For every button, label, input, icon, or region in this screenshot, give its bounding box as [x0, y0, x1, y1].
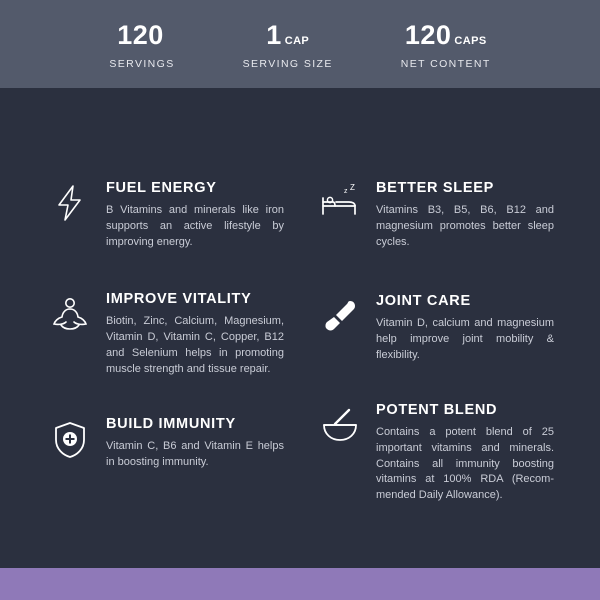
features-area — [0, 88, 600, 600]
feature-potent-blend-title: POTENT BLEND — [376, 401, 498, 418]
stat-serving-size-label: SERVING SIZE — [242, 58, 333, 70]
feature-potent-blend — [318, 402, 554, 505]
feature-improve-vitality-title: IMPROVE VITALITY — [106, 290, 252, 307]
stat-net-content-label: NET CONTENT — [400, 58, 491, 70]
feature-fuel-energy-title: FUEL ENERGY — [106, 180, 217, 196]
feature-fuel-energy-body: B Vitamins and minerals like iron supports an active lifestyle by improving energy. — [106, 204, 284, 248]
feature-improve-vitality-text — [106, 291, 284, 378]
stat-servings-label: SERVINGS — [109, 58, 175, 70]
feature-fuel-energy — [48, 180, 284, 251]
feature-potent-blend-text — [376, 402, 554, 505]
feature-better-sleep-title: BETTER SLEEP — [376, 180, 494, 196]
stat-serving-size — [209, 22, 367, 70]
stat-serving-size-unit: CAP — [284, 35, 310, 47]
feature-build-immunity-body: Vitamin C, B6 and Vitamin E helps in boosting immunity. — [106, 439, 284, 468]
stat-net-content-number: 120 — [404, 20, 452, 50]
feature-joint-care — [318, 293, 554, 364]
svg-text:Z: Z — [350, 184, 355, 192]
shield-plus-icon — [48, 416, 92, 464]
bone-joint-icon — [318, 293, 362, 341]
feature-build-immunity-text — [106, 416, 284, 471]
feature-improve-vitality-body: Biotin, Zinc, Calcium, Magnesium, Vitamin D, Vitamin C, Copper, B12 and Selenium helps in promoting muscle strength and tissue repair. — [106, 314, 284, 375]
stat-serving-size-number: 1 — [266, 20, 282, 50]
feature-improve-vitality — [48, 291, 284, 378]
bed-sleep-icon — [318, 180, 362, 228]
meditation-person-icon — [48, 291, 92, 339]
mortar-pestle-icon — [318, 402, 362, 450]
feature-potent-blend-body: Contains a potent blend of 25 important vitamins and minerals. Contains all immunity boosting vitamins at 100% RDA (Recom-mended Daily Allowance). — [376, 425, 554, 502]
stat-net-content-value-row — [401, 22, 491, 49]
feature-better-sleep-body: Vitamins B3, B5, B6, B12 and magnesium promotes better sleep cycles. — [376, 204, 554, 248]
feature-better-sleep — [318, 180, 554, 251]
features-columns — [0, 180, 600, 540]
stats-band — [0, 0, 600, 88]
stat-servings-number: 120 — [117, 20, 164, 50]
feature-fuel-energy-text — [106, 180, 284, 251]
feature-joint-care-body: Vitamin D, calcium and magnesium help improve joint mobility & flexibility. — [376, 316, 554, 361]
stat-net-content-unit: CAPS — [454, 35, 487, 47]
stat-serving-size-value-row — [243, 22, 333, 49]
feature-joint-care-text — [376, 293, 554, 364]
feature-build-immunity-title: BUILD IMMUNITY — [106, 415, 236, 432]
feature-build-immunity — [48, 416, 284, 471]
svg-text:z: z — [344, 188, 348, 195]
footer-accent-bar — [0, 568, 600, 600]
lightning-bolt-icon — [48, 180, 92, 228]
stat-net-content — [367, 22, 525, 70]
stat-servings-value-row — [109, 22, 174, 49]
feature-joint-care-title: JOINT CARE — [376, 292, 471, 309]
stat-servings — [75, 22, 208, 70]
feature-better-sleep-text — [376, 180, 554, 251]
features-column-left — [48, 180, 284, 540]
features-column-right — [318, 180, 554, 540]
